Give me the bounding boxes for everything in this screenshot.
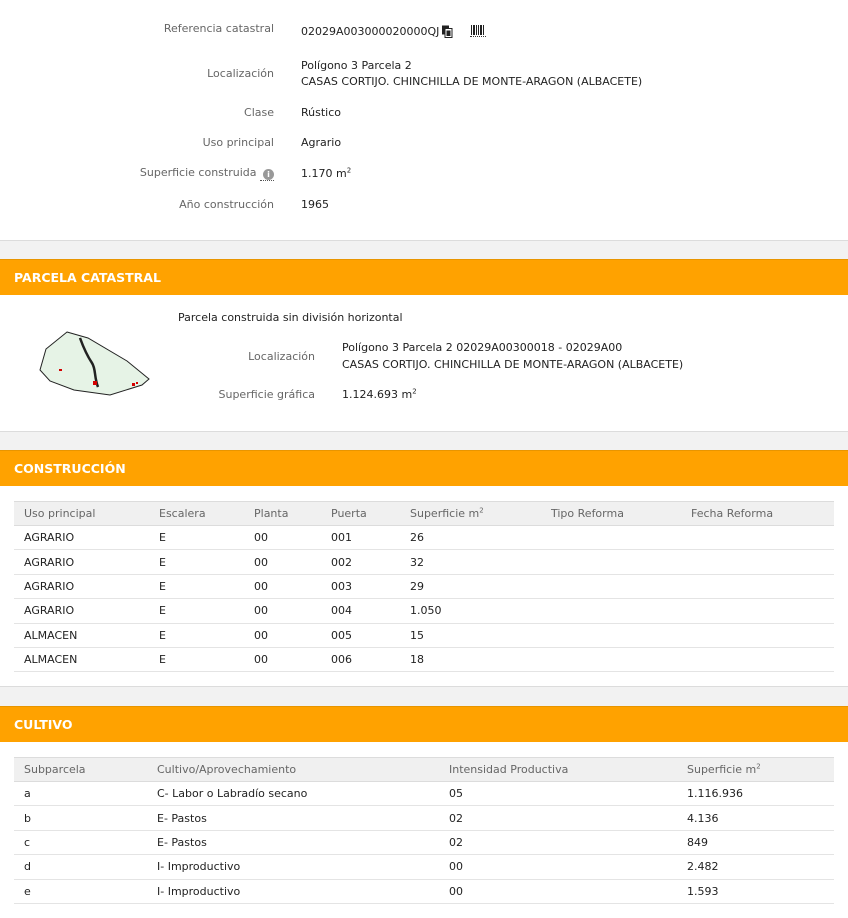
table-row	[14, 879, 834, 903]
cell-planta: 00	[244, 623, 321, 647]
col-cultivo: Cultivo/Aprovechamiento	[147, 758, 439, 782]
cell-puerta: 006	[321, 647, 400, 671]
cell-intensidad: 00	[439, 855, 677, 879]
cell-planta: 00	[244, 550, 321, 574]
cultivo-table	[14, 757, 834, 904]
cell-tipo-reforma	[541, 623, 681, 647]
cell-superficie: 1.116.936	[677, 782, 834, 806]
table-row	[14, 806, 834, 830]
cell-escalera: E	[149, 526, 244, 550]
col-intensidad: Intensidad Productiva	[439, 758, 677, 782]
cell-tipo-reforma	[541, 526, 681, 550]
construccion-header: CONSTRUCCIÓN	[0, 450, 848, 486]
cell-fecha-reforma	[681, 623, 834, 647]
cell-cultivo: I- Improductivo	[147, 879, 439, 903]
cell-subparcela: b	[14, 806, 147, 830]
parcela-card	[0, 295, 848, 432]
cell-superficie: 849	[677, 830, 834, 854]
cell-superficie: 1.050	[400, 599, 541, 623]
cell-planta: 00	[244, 574, 321, 598]
construccion-header-row	[14, 502, 834, 526]
superficie-construida-label	[140, 166, 274, 180]
cell-puerta: 004	[321, 599, 400, 623]
cell-intensidad: 00	[439, 879, 677, 903]
cell-superficie: 32	[400, 550, 541, 574]
localizacion-label: Localización	[207, 67, 274, 80]
superficie-grafica-label: Superficie gráfica	[218, 388, 315, 401]
col-tipo-reforma: Tipo Reforma	[541, 502, 681, 526]
inmueble-card	[0, 0, 848, 241]
ref-label: Referencia catastral	[163, 22, 274, 35]
cell-superficie: 29	[400, 574, 541, 598]
cell-uso: AGRARIO	[14, 574, 149, 598]
cell-uso: AGRARIO	[14, 599, 149, 623]
table-row	[14, 855, 834, 879]
superficie-construida-text: Superficie construida	[139, 166, 257, 179]
anio-value: 1965	[301, 198, 329, 211]
cell-cultivo: C- Labor o Labradío secano	[147, 782, 439, 806]
cell-escalera: E	[149, 550, 244, 574]
cell-tipo-reforma	[541, 550, 681, 574]
uso-value: Agrario	[301, 136, 342, 149]
cultivo-header: CULTIVO	[0, 706, 848, 742]
localizacion-line1: Polígono 3 Parcela 2	[301, 59, 412, 72]
superficie-grafica-value	[342, 388, 417, 401]
sup-grafica-text: 1.124.693 m	[342, 388, 413, 401]
cell-escalera: E	[149, 574, 244, 598]
cultivo-header-row	[14, 758, 834, 782]
localizacion-line2: CASAS CORTIJO. CHINCHILLA DE MONTE-ARAGON (ALBACETE)	[301, 75, 643, 88]
cell-tipo-reforma	[541, 647, 681, 671]
cell-intensidad: 05	[439, 782, 677, 806]
cell-tipo-reforma	[541, 574, 681, 598]
col-superficie-exp: 2	[756, 762, 761, 771]
cell-uso: ALMACEN	[14, 647, 149, 671]
info-icon: i	[263, 169, 274, 180]
cell-superficie: 1.593	[677, 879, 834, 903]
cell-subparcela: a	[14, 782, 147, 806]
cell-puerta: 001	[321, 526, 400, 550]
cell-fecha-reforma	[681, 574, 834, 598]
table-row	[14, 550, 834, 574]
cell-superficie: 4.136	[677, 806, 834, 830]
cell-puerta: 003	[321, 574, 400, 598]
cultivo-card	[0, 742, 848, 918]
table-row	[14, 782, 834, 806]
cell-intensidad: 02	[439, 806, 677, 830]
parcela-descripcion: Parcela construida sin división horizontal	[178, 311, 403, 324]
info-tooltip-trigger[interactable]	[260, 166, 274, 181]
superficie-construida-value	[301, 167, 351, 180]
col-uso-principal: Uso principal	[14, 502, 149, 526]
construccion-table	[14, 501, 834, 672]
cell-escalera: E	[149, 647, 244, 671]
cell-intensidad: 02	[439, 830, 677, 854]
cell-cultivo: I- Improductivo	[147, 855, 439, 879]
ref-value: 02029A003000020000QJ	[301, 25, 440, 38]
cell-fecha-reforma	[681, 550, 834, 574]
construccion-card	[0, 486, 848, 687]
table-row	[14, 599, 834, 623]
col-fecha-reforma: Fecha Reforma	[681, 502, 834, 526]
cell-superficie: 15	[400, 623, 541, 647]
cell-escalera: E	[149, 599, 244, 623]
cell-puerta: 002	[321, 550, 400, 574]
col-escalera: Escalera	[149, 502, 244, 526]
anio-label: Año construcción	[179, 198, 274, 211]
cell-uso: ALMACEN	[14, 623, 149, 647]
cell-superficie: 18	[400, 647, 541, 671]
cell-fecha-reforma	[681, 647, 834, 671]
cell-planta: 00	[244, 526, 321, 550]
table-row	[14, 526, 834, 550]
parcela-header: PARCELA CATASTRAL	[0, 259, 848, 295]
uso-label: Uso principal	[202, 136, 274, 149]
col-superficie-exp: 2	[479, 506, 484, 515]
clase-label: Clase	[244, 106, 274, 119]
barcode-icon[interactable]	[470, 24, 486, 37]
cell-subparcela: e	[14, 879, 147, 903]
table-row	[14, 623, 834, 647]
cell-subparcela: c	[14, 830, 147, 854]
col-superficie-text: Superficie m	[687, 763, 757, 776]
cell-cultivo: E- Pastos	[147, 830, 439, 854]
cell-cultivo: E- Pastos	[147, 806, 439, 830]
table-row	[14, 830, 834, 854]
clase-value: Rústico	[301, 106, 341, 119]
cell-superficie: 2.482	[677, 855, 834, 879]
cell-puerta: 005	[321, 623, 400, 647]
parcela-localizacion-label: Localización	[248, 350, 315, 363]
col-puerta: Puerta	[321, 502, 400, 526]
cell-superficie: 26	[400, 526, 541, 550]
sup-unit-exp: 2	[346, 166, 352, 175]
parcela-localizacion-line2: CASAS CORTIJO. CHINCHILLA DE MONTE-ARAGON (ALBACETE)	[342, 358, 684, 371]
cell-planta: 00	[244, 647, 321, 671]
cell-fecha-reforma	[681, 526, 834, 550]
table-row	[14, 647, 834, 671]
col-superficie	[400, 502, 541, 526]
cell-uso: AGRARIO	[14, 526, 149, 550]
cell-subparcela: d	[14, 855, 147, 879]
cell-uso: AGRARIO	[14, 550, 149, 574]
sup-grafica-exp: 2	[412, 387, 417, 396]
col-planta: Planta	[244, 502, 321, 526]
cell-escalera: E	[149, 623, 244, 647]
col-superficie-text: Superficie m	[410, 507, 480, 520]
table-row	[14, 574, 834, 598]
parcel-map-thumbnail[interactable]	[36, 329, 151, 397]
sup-value-text: 1.170 m	[301, 167, 347, 180]
parcela-localizacion-line1: Polígono 3 Parcela 2 02029A00300018 - 02029A00	[342, 341, 623, 354]
col-subparcela: Subparcela	[14, 758, 147, 782]
col-superficie	[677, 758, 834, 782]
cell-tipo-reforma	[541, 599, 681, 623]
cell-planta: 00	[244, 599, 321, 623]
cell-fecha-reforma	[681, 599, 834, 623]
copy-icon[interactable]	[441, 25, 453, 38]
